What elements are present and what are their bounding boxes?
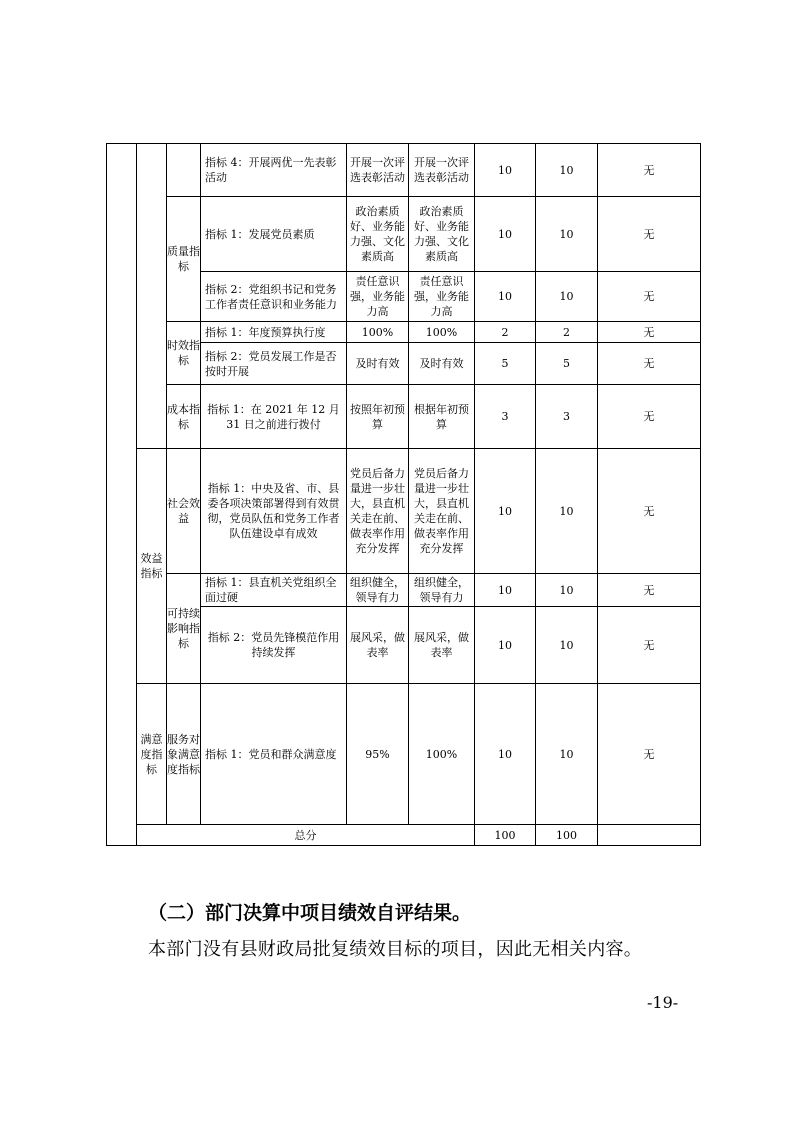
actual-cell: 及时有效: [409, 343, 475, 385]
score-cell: 10: [536, 272, 598, 322]
note-cell: 无: [598, 607, 701, 684]
table-row: [107, 197, 701, 272]
category-social: 社会效益: [167, 449, 201, 574]
indicator-cell: 指标 1：县直机关党组织全面过硬: [201, 574, 347, 607]
indicator-cell: 指标 2：党员先锋模范作用持续发挥: [201, 607, 347, 684]
actual-cell: 组织健全，领导有力: [409, 574, 475, 607]
actual-cell: 根据年初预算: [409, 385, 475, 449]
indicator-cell: 指标 1：发展党员素质: [201, 197, 347, 272]
level3-category-cell: [167, 144, 201, 197]
target-cell: 组织健全，领导有力: [347, 574, 409, 607]
category-benefit: 效益指标: [137, 449, 167, 684]
category-service: 服务对象满意度指标: [167, 684, 201, 825]
actual-cell: 党员后备力量进一步壮大，县直机关走在前、做表率作用充分发挥: [409, 449, 475, 574]
weight-cell: 5: [475, 343, 536, 385]
score-cell: 10: [536, 144, 598, 197]
weight-cell: 10: [475, 574, 536, 607]
indicator-cell: 指标 2：党员发展工作是否按时开展: [201, 343, 347, 385]
indicator-cell: 指标 1：年度预算执行度: [201, 322, 347, 343]
actual-cell: 100%: [409, 322, 475, 343]
score-cell: 5: [536, 343, 598, 385]
section-heading: （二）部门决算中项目绩效自评结果。: [148, 902, 472, 924]
page-number: -19-: [647, 993, 679, 1012]
indicator-cell: 指标 1：中央及省、市、县委各项决策部署得到有效贯彻，党员队伍和党务工作者队伍建设卓有成效: [201, 449, 347, 574]
table-row: [107, 574, 701, 607]
category-sustain: 可持续影响指标: [167, 574, 201, 684]
section-body: 本部门没有县财政局批复绩效目标的项目，因此无相关内容。: [148, 939, 643, 960]
note-cell: 无: [598, 144, 701, 197]
table-row: [107, 449, 701, 574]
score-cell: 10: [536, 449, 598, 574]
table-row: [107, 144, 701, 197]
note-cell: 无: [598, 197, 701, 272]
actual-cell: 开展一次评选表彰活动: [409, 144, 475, 197]
level1-category-cell: [107, 144, 137, 846]
indicator-cell: 指标 2：党组织书记和党务工作者责任意识和业务能力: [201, 272, 347, 322]
weight-cell: 3: [475, 385, 536, 449]
target-cell: 及时有效: [347, 343, 409, 385]
note-cell: 无: [598, 684, 701, 825]
total-score: 100: [536, 825, 598, 846]
score-cell: 10: [536, 684, 598, 825]
target-cell: 党员后备力量进一步壮大，县直机关走在前、做表率作用充分发挥: [347, 449, 409, 574]
target-cell: 开展一次评选表彰活动: [347, 144, 409, 197]
total-row: [107, 825, 701, 846]
table-row: [107, 385, 701, 449]
table-row: [107, 322, 701, 343]
weight-cell: 10: [475, 144, 536, 197]
note-cell: 无: [598, 574, 701, 607]
note-cell: 无: [598, 272, 701, 322]
score-cell: 10: [536, 197, 598, 272]
indicator-cell: 指标 4：开展两优一先表彰活动: [201, 144, 347, 197]
weight-cell: 10: [475, 607, 536, 684]
indicator-cell: 指标 1：在 2021 年 12 月 31 日之前进行拨付: [201, 385, 347, 449]
level2-category-cell: [137, 144, 167, 449]
weight-cell: 10: [475, 684, 536, 825]
weight-cell: 10: [475, 272, 536, 322]
indicator-cell: 指标 1：党员和群众满意度: [201, 684, 347, 825]
target-cell: 100%: [347, 322, 409, 343]
target-cell: 政治素质好、业务能力强、文化素质高: [347, 197, 409, 272]
target-cell: 95%: [347, 684, 409, 825]
weight-cell: 10: [475, 197, 536, 272]
category-timeliness: 时效指标: [167, 322, 201, 385]
actual-cell: 责任意识强，业务能力高: [409, 272, 475, 322]
score-cell: 3: [536, 385, 598, 449]
target-cell: 展风采，做表率: [347, 607, 409, 684]
category-quality: 质量指标: [167, 197, 201, 322]
total-note: [598, 825, 701, 846]
category-cost: 成本指标: [167, 385, 201, 449]
note-cell: 无: [598, 343, 701, 385]
note-cell: 无: [598, 449, 701, 574]
table-row: [107, 684, 701, 825]
target-cell: 按照年初预算: [347, 385, 409, 449]
note-cell: 无: [598, 385, 701, 449]
actual-cell: 政治素质好、业务能力强、文化素质高: [409, 197, 475, 272]
actual-cell: 展风采，做表率: [409, 607, 475, 684]
note-cell: 无: [598, 322, 701, 343]
target-cell: 责任意识强，业务能力高: [347, 272, 409, 322]
score-cell: 2: [536, 322, 598, 343]
total-label: 总分: [137, 825, 475, 846]
weight-cell: 2: [475, 322, 536, 343]
actual-cell: 100%: [409, 684, 475, 825]
weight-cell: 10: [475, 449, 536, 574]
performance-table: [106, 143, 701, 846]
score-cell: 10: [536, 607, 598, 684]
category-satisfaction: 满意度指标: [137, 684, 167, 825]
total-weight: 100: [475, 825, 536, 846]
score-cell: 10: [536, 574, 598, 607]
